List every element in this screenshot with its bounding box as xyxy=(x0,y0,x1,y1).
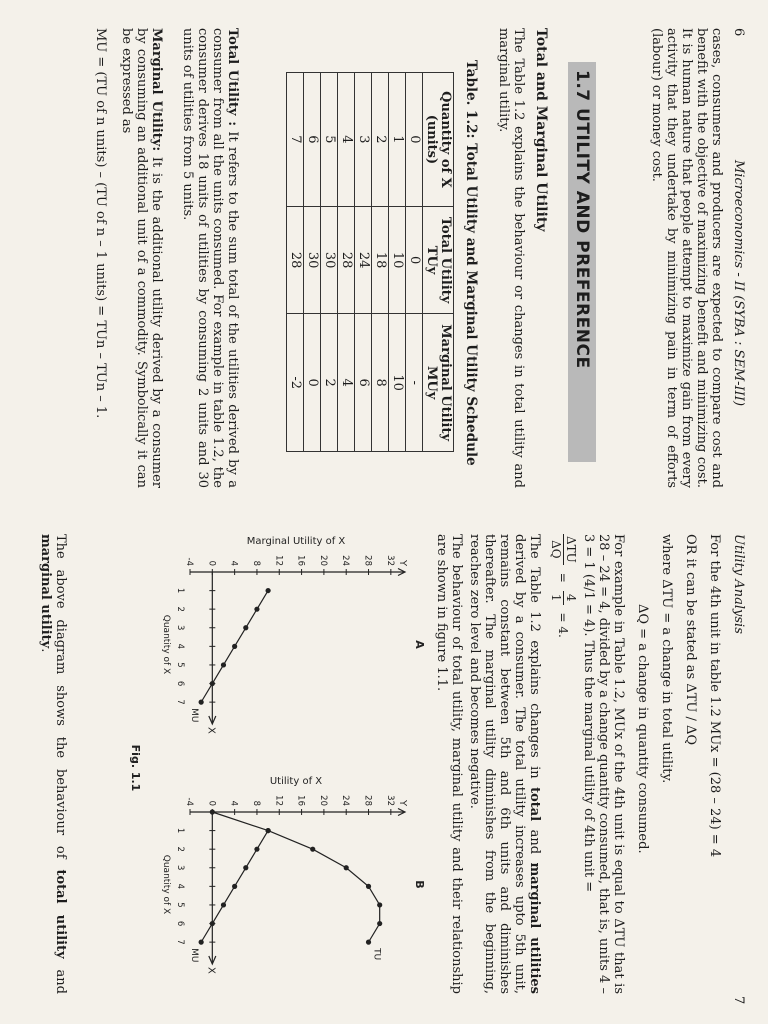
cell: 0 xyxy=(406,73,423,207)
panel-b-y-tick-label: 12 xyxy=(273,795,284,806)
cell: -2 xyxy=(287,314,304,452)
panel-a-y-tick-label: 32 xyxy=(384,555,395,566)
cell: - xyxy=(406,314,423,452)
cell: 1 xyxy=(389,73,406,207)
running-header: Utility Analysis xyxy=(731,534,746,634)
panel-b-y-tick-label: -4 xyxy=(184,797,194,806)
fraction-denominator: ΔQ xyxy=(549,540,563,559)
page-number: 6 xyxy=(731,28,746,37)
col-header-total-utility: Total Utility TUy xyxy=(423,206,454,313)
mu-ratio-line: OR it can be stated as ΔTU / ΔQ xyxy=(683,534,698,746)
panel-b-y-label: Utility of X xyxy=(269,776,323,787)
panel-a-y-tick-label: 24 xyxy=(340,555,351,566)
emphasis-total: total xyxy=(527,787,542,822)
panel-b-series-tu-point xyxy=(377,902,382,907)
closing-paragraph xyxy=(38,534,68,994)
panel-b-y-tick-label: 28 xyxy=(362,795,373,806)
panel-b-series-mu-point xyxy=(266,828,271,833)
panel-b-x-label: Quantity of X xyxy=(161,854,171,915)
panel-b-series-tu-label: TU xyxy=(371,948,382,961)
fraction-1 xyxy=(549,534,578,565)
emphasis-total-utility: total utility xyxy=(53,869,68,959)
total-utility-definition xyxy=(180,28,240,488)
panel-b-x-tick-label: 1 xyxy=(175,827,185,834)
subheading-text: The Table 1.2 explains the behaviour or changes in total utility and marginal utility. xyxy=(496,28,526,488)
panel-a-x-tick-label: 6 xyxy=(175,680,185,687)
mu-example-line: For the 4th unit in table 1.2 MUx = (28 – 24) = 4 xyxy=(707,534,722,858)
panel-a-series-mu-point xyxy=(243,625,248,630)
table-row xyxy=(355,73,372,452)
mu-term: Marginal Utility: xyxy=(149,28,164,152)
cell: 6 xyxy=(355,314,372,452)
cell: 28 xyxy=(287,206,304,313)
panel-a-y-label: Marginal Utility of X xyxy=(246,536,346,547)
delta-q-def: ΔQ = a change in quantity consumed. xyxy=(635,604,650,854)
panel-a-series-mu-point xyxy=(199,700,204,705)
intro-paragraph: cases, consumers and producers are expected to compare cost and benefit with the objective of maximizing benefit and minimizing cost. It is human nature that people attempt to maximize gain from every activity that they undertake by minimizing pain in term of efforts (labour) or money cost. xyxy=(649,28,724,488)
panel-b-series-mu-point xyxy=(199,940,204,945)
cell: 0 xyxy=(304,314,321,452)
right-page xyxy=(0,512,768,1024)
panel-a-series-mu-point xyxy=(266,588,271,593)
delta-tu-def: where ΔTU = a change in total utility. xyxy=(659,534,674,784)
emphasis-marginal-utilities: marginal utilities xyxy=(527,862,542,994)
panel-b-y-tick-label: 0 xyxy=(206,800,217,806)
figure-caption: Fig. 1.1 xyxy=(129,744,142,792)
text-run: The Table 1.2 explains changes in xyxy=(527,534,542,788)
panel-b-y-tick-label: 24 xyxy=(340,795,351,806)
text-run: The above diagram shows the behaviour of xyxy=(53,534,68,870)
fraction-2 xyxy=(549,591,578,605)
panel-b-x-tick-label: 5 xyxy=(175,902,185,908)
page-number: 7 xyxy=(731,996,746,1005)
tu-text: It refers to the sum total of the utilities derived by a consumer from all the units consumed. For example in table 1.2, the consumer derives 18 units of utilities by consuming 2 units and 30 units of utilities from 5 units. xyxy=(180,28,240,488)
panel-a-x-tick-label: 2 xyxy=(175,606,185,612)
cell: 30 xyxy=(321,206,338,313)
panel-a-series-mu-point xyxy=(232,644,237,649)
table-row xyxy=(338,73,355,452)
panel-b-series-tu-point xyxy=(366,940,371,945)
panel-a-x-tick-label: 5 xyxy=(175,662,185,668)
cell: 8 xyxy=(372,314,389,452)
table-title: Table. 1.2: Total Utility and Marginal Utility Schedule xyxy=(463,60,479,466)
col-header-marginal-utility: Marginal Utility MUy xyxy=(423,314,454,452)
cell: 3 xyxy=(355,73,372,207)
figure-1-1 xyxy=(102,512,432,1024)
panel-b-series-tu-point xyxy=(366,884,371,889)
panel-b-x-tick-label: 3 xyxy=(175,865,185,871)
fraction-expression xyxy=(549,534,578,638)
panel-a-series-mu-point xyxy=(210,681,215,686)
panel-b-series-tu-point xyxy=(344,865,349,870)
panel-b-y-tick-label: 20 xyxy=(317,795,328,806)
panel-b-y-tick-label: 16 xyxy=(295,795,306,806)
cell: 30 xyxy=(304,206,321,313)
text-run: . xyxy=(38,648,53,653)
panel-a-x-letter: X xyxy=(205,727,217,734)
cell: 10 xyxy=(389,314,406,452)
panel-a-x-tick-label: 7 xyxy=(175,699,185,705)
panel-a-letter: A xyxy=(413,640,426,649)
panel-b-series-tu-point xyxy=(210,809,215,814)
cell: 7 xyxy=(287,73,304,207)
fraction-numerator: 4 xyxy=(563,591,578,605)
mu-text: It is the additional utility derived by a consumer by consuming an additional unit of a commodity. Symbolically it can be expressed as xyxy=(119,28,164,488)
panel-a-y-tick-label: 20 xyxy=(317,555,328,566)
panel-b-y-letter: Y xyxy=(397,800,408,807)
emphasis-marginal-utility: marginal utility xyxy=(38,534,53,649)
panel-b-x-tick-label: 7 xyxy=(175,939,185,945)
panel-a-y-tick-label: 12 xyxy=(273,555,284,566)
marginal-utility-definition xyxy=(119,28,164,488)
panel-b-series-tu-point xyxy=(377,921,382,926)
cell: 18 xyxy=(372,206,389,313)
table-row xyxy=(304,73,321,452)
panel-b-series-mu-point xyxy=(221,902,226,907)
panel-b-series-mu-point xyxy=(210,921,215,926)
panel-b-y-tick-label: 8 xyxy=(250,800,261,806)
table-row xyxy=(287,73,304,452)
panel-a-x-tick-label: 3 xyxy=(175,625,185,631)
equals-sign: = xyxy=(556,572,571,583)
panel-b-x-letter: X xyxy=(205,967,217,974)
mu-formula: MU = (TU of n units) – (TU of n – 1 units) = TUn – TUn – 1. xyxy=(93,28,108,419)
panel-b-series-mu-point xyxy=(243,865,248,870)
text-run: and xyxy=(527,821,542,863)
subheading: Total and Marginal Utility xyxy=(533,28,549,232)
cell: 6 xyxy=(304,73,321,207)
figure-reference: The behaviour of total utility, marginal utility and their relationship are shown in figure 1.1. xyxy=(434,534,464,994)
text-run: and xyxy=(53,958,68,994)
panel-b-y-tick-label: 32 xyxy=(384,795,395,806)
cell: 0 xyxy=(406,206,423,313)
example-paragraph: For example in Table 1.2, MUx of the 4th unit is equal to ΔTU that is 28 – 24 = 4, divided by a change quantity consumed, that is, units 4 – 3 = 1 (4/1 = 4). Thus the marginal utility of 4th unit = xyxy=(581,534,626,994)
panel-b-x-tick-label: 2 xyxy=(175,846,185,852)
panel-a-y-letter: Y xyxy=(397,560,408,567)
table-row xyxy=(321,73,338,452)
panel-b-series-mu-label: MU xyxy=(189,948,200,963)
panel-b-x-tick-label: 6 xyxy=(175,920,185,927)
panel-a-y-tick-label: 28 xyxy=(362,555,373,566)
panel-b-letter: B xyxy=(413,880,426,889)
panel-b-x-tick-label: 4 xyxy=(175,883,185,890)
changes-paragraph xyxy=(467,534,542,994)
panel-b-series-tu-line xyxy=(212,812,379,942)
tu-term: Total Utility : xyxy=(225,28,240,127)
table-row xyxy=(406,73,423,452)
utility-schedule-table xyxy=(286,72,454,452)
panel-a-y-tick-label: 16 xyxy=(295,555,306,566)
panel-b-series-tu-point xyxy=(310,847,315,852)
panel-b-y-tick-label: 4 xyxy=(228,800,239,806)
panel-a-y-tick-label: 4 xyxy=(228,560,239,566)
panel-a-series-mu-point xyxy=(221,662,226,667)
cell: 4 xyxy=(338,314,355,452)
fraction-numerator: ΔTU xyxy=(564,536,578,563)
table-row xyxy=(372,73,389,452)
fraction-result: = 4. xyxy=(556,612,571,638)
panel-a-y-tick-label: 8 xyxy=(250,560,261,566)
cell: 24 xyxy=(355,206,372,313)
text-run: derived by a consumer. The total utility increases upto 5th unit, remains constant between 5th and 6th units and diminishes thereafter. The marginal utility diminishes from the beginning, reaches zero level and becomes negative. xyxy=(467,534,527,994)
cell: 2 xyxy=(372,73,389,207)
panel-a-x-label: Quantity of X xyxy=(161,614,171,675)
panel-b-series-mu-point xyxy=(254,847,259,852)
panel-b-series-mu-point xyxy=(232,884,237,889)
running-header: Microeconomics - II (SYBA : SEM-III) xyxy=(731,160,746,407)
table-row xyxy=(389,73,406,452)
col-header-quantity: Quantity of X (units) xyxy=(423,73,454,207)
cell: 4 xyxy=(338,73,355,207)
panel-a-y-tick-label: 0 xyxy=(206,560,217,566)
panel-a-series-mu-label: MU xyxy=(189,708,200,723)
cell: 5 xyxy=(321,73,338,207)
cell: 2 xyxy=(321,314,338,452)
panel-a-x-tick-label: 4 xyxy=(175,643,185,650)
cell: 28 xyxy=(338,206,355,313)
panel-a-y-tick-label: -4 xyxy=(184,557,194,566)
cell: 10 xyxy=(389,206,406,313)
panel-a-series-mu-point xyxy=(254,607,259,612)
section-title: 1.7 UTILITY AND PREFERENCE xyxy=(568,62,596,462)
panel-a-x-tick-label: 1 xyxy=(175,587,185,594)
fraction-denominator: 1 xyxy=(549,593,563,602)
